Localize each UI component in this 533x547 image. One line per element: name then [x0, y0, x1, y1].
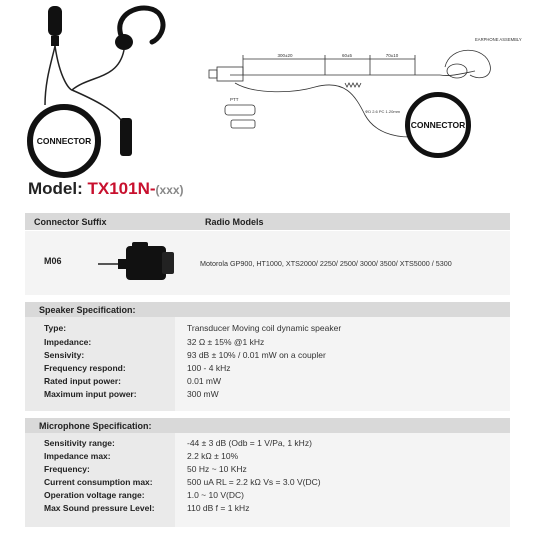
spec-key: Maximum input power:: [44, 389, 137, 399]
spec-value: 50 Hz ~ 10 KHz: [187, 464, 247, 474]
spec-row: [25, 376, 510, 389]
model-prefix: Model:: [28, 179, 88, 198]
drawing-connector-label: CONNECTOR: [410, 120, 466, 130]
spec-key: Impedance:: [44, 337, 92, 347]
connector-table-header: [25, 213, 510, 230]
spec-row: [25, 477, 510, 490]
spec-value: 100 - 4 kHz: [187, 363, 231, 373]
dim-1: 300±20: [277, 53, 293, 58]
spec-key: Current consumption max:: [44, 477, 153, 487]
spec-value: 2.2 kΩ ± 10%: [187, 451, 239, 461]
speaker-spec-table: [25, 317, 510, 411]
spec-key: Sensivity:: [44, 350, 85, 360]
spec-value: 500 uA RL = 2.2 kΩ Vs = 3.0 V(DC): [187, 477, 321, 487]
earphone-label: EARPHONE ASSEMBLY: [475, 37, 522, 42]
spec-key: Frequency:: [44, 464, 90, 474]
spec-row: [25, 490, 510, 503]
spec-row: [25, 451, 510, 464]
connector-code: M06: [44, 256, 62, 266]
dim-ptt: PTT: [230, 97, 239, 102]
spec-key: Rated input power:: [44, 376, 121, 386]
spec-value: 300 mW: [187, 389, 219, 399]
spec-value: 1.0 ~ 10 V(DC): [187, 490, 244, 500]
dim-cable: ΦD 2.6 PC 1.20mm: [365, 109, 400, 114]
mic-spec-header: [25, 418, 510, 433]
connector-callout-label: CONNECTOR: [36, 136, 92, 146]
spec-value: 93 dB ± 10% / 0.01 mW on a coupler: [187, 350, 326, 360]
spec-key: Sensitivity range:: [44, 438, 115, 448]
spec-key: Max Sound pressure Level:: [44, 503, 155, 513]
radio-models-text: Motorola GP900, HT1000, XTS2000/ 2250/ 2500/ 3000/ 3500/ XTS5000 / 5300: [200, 259, 452, 268]
speaker-spec-title: Speaker Specification:: [39, 305, 136, 315]
spec-key: Impedance max:: [44, 451, 111, 461]
col-radio-models: Radio Models: [205, 217, 264, 227]
model-title: [28, 179, 184, 199]
spec-value: 110 dB f = 1 kHz: [187, 503, 250, 513]
spec-row: [25, 363, 510, 376]
dim-3: 70±10: [385, 53, 399, 58]
spec-key: Type:: [44, 323, 67, 333]
spec-value: 0.01 mW: [187, 376, 222, 386]
speaker-spec-header: [25, 302, 510, 317]
spec-row: [25, 337, 510, 350]
spec-row: [25, 389, 510, 402]
spec-row: [25, 464, 510, 477]
connector-image: [98, 240, 178, 286]
product-photo: [0, 0, 190, 170]
connector-callout: [27, 104, 101, 178]
spec-key: Frequency respond:: [44, 363, 126, 373]
spec-key: Operation voltage range:: [44, 490, 145, 500]
spec-row: [25, 350, 510, 363]
spec-value: 32 Ω ± 15% @1 kHz: [187, 337, 265, 347]
mic-spec-title: Microphone Specification:: [39, 421, 152, 431]
spec-value: Transducer Moving coil dynamic speaker: [187, 323, 342, 333]
spec-value: -44 ± 3 dB (Odb = 1 V/Pa, 1 kHz): [187, 438, 312, 448]
spec-row: [25, 323, 510, 336]
mic-spec-table: [25, 433, 510, 527]
technical-drawing: [195, 15, 533, 155]
model-suffix: (xxx): [155, 183, 184, 197]
spec-row: [25, 438, 510, 451]
dim-2: 60±5: [342, 53, 352, 58]
drawing-connector-callout: [405, 92, 471, 158]
model-code: TX101N-: [87, 179, 156, 198]
spec-row: [25, 503, 510, 516]
col-connector-suffix: Connector Suffix: [34, 217, 107, 227]
